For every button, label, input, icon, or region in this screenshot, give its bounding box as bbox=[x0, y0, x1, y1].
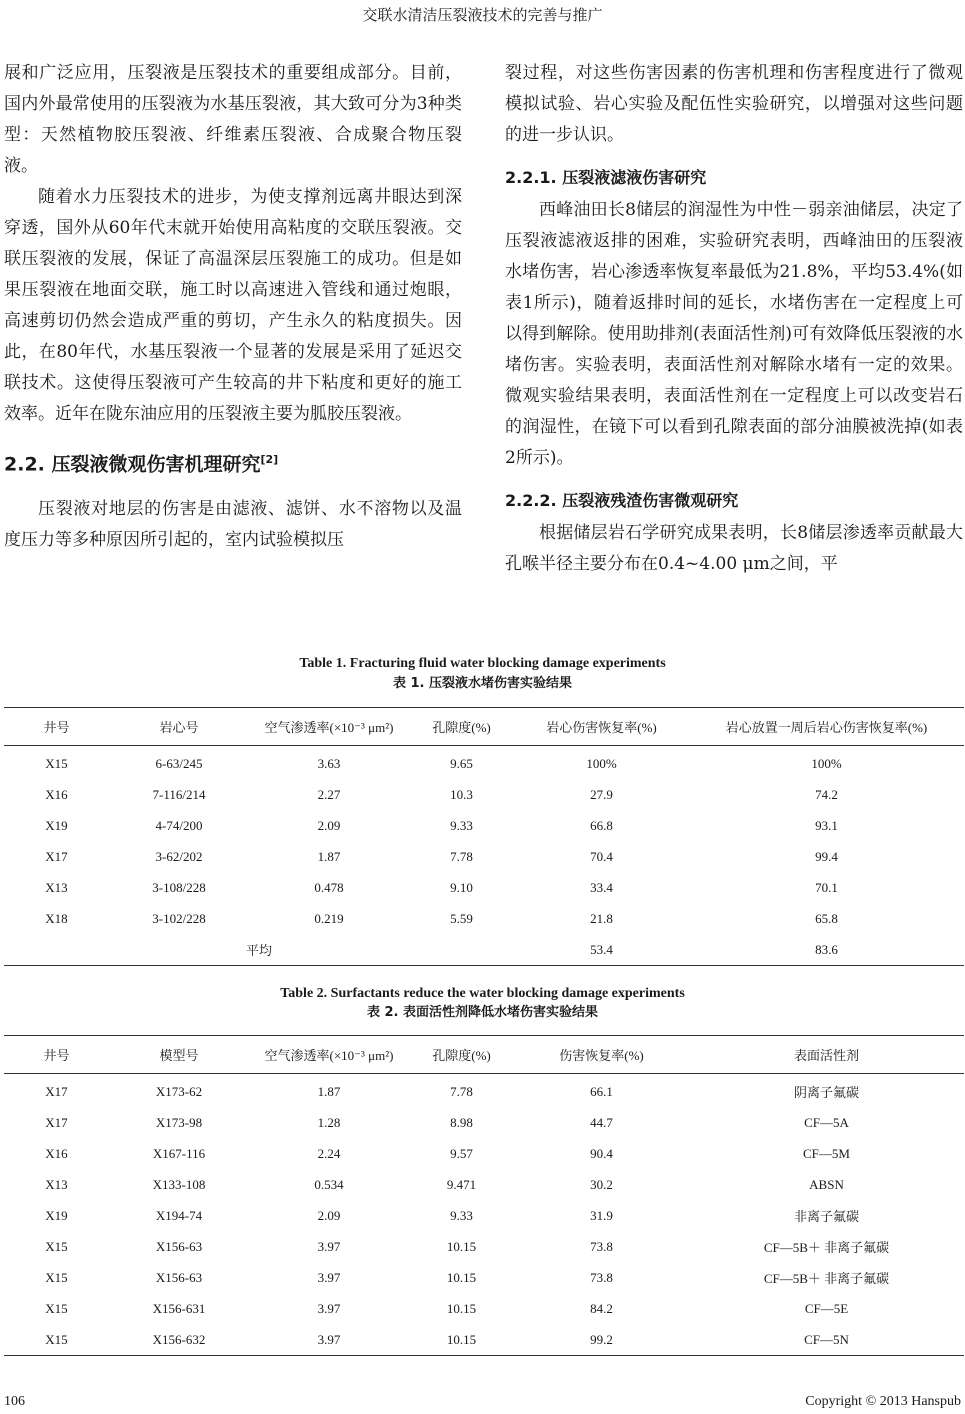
table-cell: 1.28 bbox=[317, 1114, 341, 1130]
table-row bbox=[4, 1200, 964, 1231]
table-cell: CF—5M bbox=[803, 1145, 850, 1161]
table-cell: X13 bbox=[45, 879, 68, 895]
table2-caption-cn: 表 2. 表面活性剂降低水堵伤害实验结果 bbox=[366, 1005, 599, 1020]
table-cell: 65.8 bbox=[815, 910, 838, 926]
right-paragraph-2: 西峰油田长8储层的润湿性为中性－弱亲油储层，决定了压裂液滤液返排的困难，实验研究表明，西峰油田的压裂液水堵伤害，岩心渗透率恢复率最低为21.8%，平均53.4%(如表1所示)，随着返排时间的延长，水堵伤害在一定程度上可以得到解除。使用助排剂(表面活性剂)可有效降低压裂液的水堵伤害。实验表明，表面活性剂对解除水堵有一定的效果。微观实验结果表明，表面活性剂在一定程度上可以改变岩石的润湿性，在镜下可以看到孔隙表面的部分油膜被洗掉(如表2所示)。 bbox=[505, 200, 963, 468]
subsection-heading-2-2-2: 2.2.2. 压裂液残渣伤害微观研究 bbox=[505, 491, 739, 510]
table-cell: 3-108/228 bbox=[152, 879, 206, 895]
table-cell: X156-63 bbox=[155, 1269, 203, 1285]
right-paragraph-3: 根据储层岩石学研究成果表明，长8储层渗透率贡献最大孔喉半径主要分布在0.4~4.00 μm之间，平 bbox=[505, 523, 963, 574]
table-cell: 7.78 bbox=[450, 848, 473, 864]
table-cell: 7-116/214 bbox=[152, 786, 206, 802]
table-cell: X16 bbox=[45, 786, 68, 802]
table-row bbox=[4, 1324, 964, 1356]
table-cell: 10.15 bbox=[446, 1269, 477, 1285]
average-week-recovery: 83.6 bbox=[689, 934, 964, 966]
table-cell: CF—5B＋ 非离子氟碳 bbox=[763, 1240, 890, 1255]
left-paragraph-3: 压裂液对地层的伤害是由滤液、滤饼、水不溶物以及温度压力等多种原因所引起的，室内试验模拟压 bbox=[4, 499, 462, 551]
table-cell: X19 bbox=[45, 1207, 68, 1223]
table-cell: 21.8 bbox=[590, 910, 613, 926]
table-cell: 9.65 bbox=[450, 755, 473, 771]
table-cell: 100% bbox=[811, 755, 842, 771]
table-cell: 1.87 bbox=[317, 1083, 341, 1099]
table-row bbox=[4, 1293, 964, 1324]
table-cell: 10.3 bbox=[450, 786, 473, 802]
table-cell: 74.2 bbox=[815, 786, 838, 802]
table-cell: 27.9 bbox=[590, 786, 613, 802]
left-paragraph-1: 展和广泛应用，压裂液是压裂技术的重要组成部分。目前，国内外最常使用的压裂液为水基压裂液，其大致可分为3种类型：天然植物胶压裂液、纤维素压裂液、合成聚合物压裂液。 bbox=[4, 63, 462, 176]
column-header: 岩心号 bbox=[109, 708, 249, 746]
table-cell: 9.57 bbox=[450, 1145, 473, 1161]
copyright-notice: Copyright © 2013 Hanspub bbox=[805, 1394, 961, 1409]
table-header-row bbox=[4, 1036, 964, 1074]
table-cell: CF—5B＋ 非离子氟碳 bbox=[763, 1271, 890, 1286]
table-cell: 0.478 bbox=[314, 879, 344, 895]
table-cell: X15 bbox=[45, 1238, 68, 1254]
table-cell: X16 bbox=[45, 1145, 68, 1161]
table-cell: 10.15 bbox=[446, 1300, 477, 1316]
table-cell: 3-62/202 bbox=[155, 848, 203, 864]
table-row bbox=[4, 1138, 964, 1169]
table-cell: X167-116 bbox=[152, 1145, 206, 1161]
table-row bbox=[4, 1231, 964, 1262]
table-cell: CF—5A bbox=[804, 1114, 849, 1130]
table-cell: 33.4 bbox=[590, 879, 613, 895]
table-cell: 2.24 bbox=[317, 1145, 341, 1161]
table-row bbox=[4, 903, 964, 934]
table-cell: X156-632 bbox=[109, 1324, 249, 1356]
column-header: 岩心放置一周后岩心伤害恢复率(%) bbox=[689, 708, 964, 746]
table-cell: X173-98 bbox=[155, 1114, 203, 1130]
table-cell: X18 bbox=[45, 910, 68, 926]
table-row bbox=[4, 779, 964, 810]
table-cell: 99.4 bbox=[815, 848, 838, 864]
table-cell: 5.59 bbox=[450, 910, 473, 926]
table1-caption-cn: 表 1. 压裂液水堵伤害实验结果 bbox=[392, 676, 573, 691]
table-cell: 44.7 bbox=[590, 1114, 613, 1130]
table-cell: X17 bbox=[45, 1083, 68, 1099]
table-row bbox=[4, 810, 964, 841]
table-cell: X17 bbox=[45, 848, 68, 864]
section-heading-2-2 bbox=[4, 444, 462, 480]
table-cell: 90.4 bbox=[590, 1145, 613, 1161]
table-cell: X15 bbox=[45, 1269, 68, 1285]
table-cell: 30.2 bbox=[590, 1176, 613, 1192]
table-cell: 9.10 bbox=[450, 879, 473, 895]
table-cell: 7.78 bbox=[450, 1083, 473, 1099]
section-reference: [2] bbox=[260, 453, 279, 466]
table-cell: X13 bbox=[45, 1176, 68, 1192]
table-cell: CF—5E bbox=[804, 1300, 849, 1316]
table-cell: 3.63 bbox=[317, 755, 341, 771]
table-cell: 66.8 bbox=[590, 817, 613, 833]
table-cell: 非离子氟碳 bbox=[793, 1209, 859, 1224]
table-cell: X17 bbox=[45, 1114, 68, 1130]
table-cell: 3.97 bbox=[317, 1269, 341, 1285]
column-header: 模型号 bbox=[109, 1036, 249, 1074]
table-cell: 0.219 bbox=[314, 910, 344, 926]
table-cell: X194-74 bbox=[155, 1207, 203, 1223]
column-header: 岩心伤害恢复率(%) bbox=[514, 708, 689, 746]
table-row bbox=[4, 872, 964, 903]
table-cell: ABSN bbox=[809, 1176, 844, 1192]
section-heading-text: 2.2. 压裂液微观伤害机理研究 bbox=[4, 453, 261, 476]
page-number: 106 bbox=[4, 1394, 25, 1409]
column-header: 表面活性剂 bbox=[689, 1036, 964, 1074]
left-paragraph-2: 随着水力压裂技术的进步，为使支撑剂远离井眼达到深穿透，国外从60年代末就开始使用高粘度的交联压裂液。交联压裂液的发展，保证了高温深层压裂施工的成功。但是如果压裂液在地面交联，施工时以高速进入管线和通过炮眼，高速剪切仍然会造成严重的剪切，产生永久的粘度损失。因此，在80年代，水基压裂液一个显著的发展是采用了延迟交联技术。这使得压裂液可产生较高的井下粘度和更好的施工效率。近年在陇东油应用的压裂液主要为胍胶压裂液。 bbox=[4, 187, 462, 424]
table-row bbox=[4, 841, 964, 872]
table-cell: 3.97 bbox=[249, 1324, 409, 1356]
running-head: 交联水清洁压裂液技术的完善与推广 bbox=[362, 6, 603, 24]
column-header: 孔隙度(%) bbox=[409, 1036, 514, 1074]
table-cell: 8.98 bbox=[450, 1114, 473, 1130]
table-cell: X15 bbox=[4, 1324, 109, 1356]
table-cell: X156-631 bbox=[152, 1300, 206, 1316]
table-cell: 2.09 bbox=[317, 817, 341, 833]
table-cell: 3-102/228 bbox=[152, 910, 206, 926]
table2-caption-en: Table 2. Surfactants reduce the water blocking damage experiments bbox=[280, 986, 685, 1001]
table-average-row bbox=[4, 934, 964, 966]
table-cell: X156-63 bbox=[155, 1238, 203, 1254]
table-cell: 9.33 bbox=[450, 817, 473, 833]
table-row bbox=[4, 1262, 964, 1293]
table-cell: X15 bbox=[45, 1300, 68, 1316]
table-cell: 0.534 bbox=[314, 1176, 344, 1192]
table-cell: 2.27 bbox=[317, 786, 341, 802]
column-header: 空气渗透率(×10⁻³ μm²) bbox=[249, 708, 409, 746]
table1-caption-en: Table 1. Fracturing fluid water blocking damage experiments bbox=[299, 656, 666, 671]
table-cell: 阴离子氟碳 bbox=[793, 1085, 859, 1100]
table-header-row bbox=[4, 708, 964, 746]
left-column bbox=[4, 58, 462, 556]
table-cell: 9.471 bbox=[446, 1176, 477, 1192]
table-cell: CF—5N bbox=[689, 1324, 964, 1356]
average-label: 平均 bbox=[4, 934, 514, 966]
table-cell: 31.9 bbox=[590, 1207, 613, 1223]
table-cell: 9.33 bbox=[450, 1207, 473, 1223]
table-cell: 99.2 bbox=[514, 1324, 689, 1356]
table-cell: 84.2 bbox=[590, 1300, 613, 1316]
right-paragraph-1: 裂过程，对这些伤害因素的伤害机理和伤害程度进行了微观模拟试验、岩心实验及配伍性实验研究，以增强对这些问题的进一步认识。 bbox=[505, 63, 963, 145]
average-damage-recovery: 53.4 bbox=[514, 934, 689, 966]
table-row bbox=[4, 746, 964, 780]
table-cell: 73.8 bbox=[590, 1269, 613, 1285]
table-cell: 3.97 bbox=[317, 1238, 341, 1254]
right-column bbox=[505, 58, 963, 580]
table-cell: 3.97 bbox=[317, 1300, 341, 1316]
column-header: 孔隙度(%) bbox=[409, 708, 514, 746]
table-row bbox=[4, 1107, 964, 1138]
table-cell: 4-74/200 bbox=[155, 817, 203, 833]
table-cell: X133-108 bbox=[152, 1176, 206, 1192]
table-cell: 93.1 bbox=[815, 817, 838, 833]
column-header: 伤害恢复率(%) bbox=[514, 1036, 689, 1074]
column-header: 井号 bbox=[4, 708, 109, 746]
table-cell: 66.1 bbox=[590, 1083, 613, 1099]
table-cell: 70.4 bbox=[590, 848, 613, 864]
column-header: 井号 bbox=[4, 1036, 109, 1074]
table-cell: 70.1 bbox=[815, 879, 838, 895]
table-cell: 10.15 bbox=[446, 1238, 477, 1254]
table-cell: X173-62 bbox=[155, 1083, 203, 1099]
table-cell: 10.15 bbox=[409, 1324, 514, 1356]
table-cell: 6-63/245 bbox=[155, 755, 203, 771]
table2 bbox=[4, 1035, 964, 1356]
table-cell: X15 bbox=[45, 755, 68, 771]
table-row bbox=[4, 1074, 964, 1108]
table-cell: 1.87 bbox=[317, 848, 341, 864]
subsection-heading-2-2-1: 2.2.1. 压裂液滤液伤害研究 bbox=[505, 168, 707, 187]
table-cell: X19 bbox=[45, 817, 68, 833]
table-cell: 100% bbox=[586, 755, 617, 771]
table1 bbox=[4, 707, 964, 966]
table-cell: 2.09 bbox=[317, 1207, 341, 1223]
column-header: 空气渗透率(×10⁻³ μm²) bbox=[249, 1036, 409, 1074]
table-row bbox=[4, 1169, 964, 1200]
table-cell: 73.8 bbox=[590, 1238, 613, 1254]
